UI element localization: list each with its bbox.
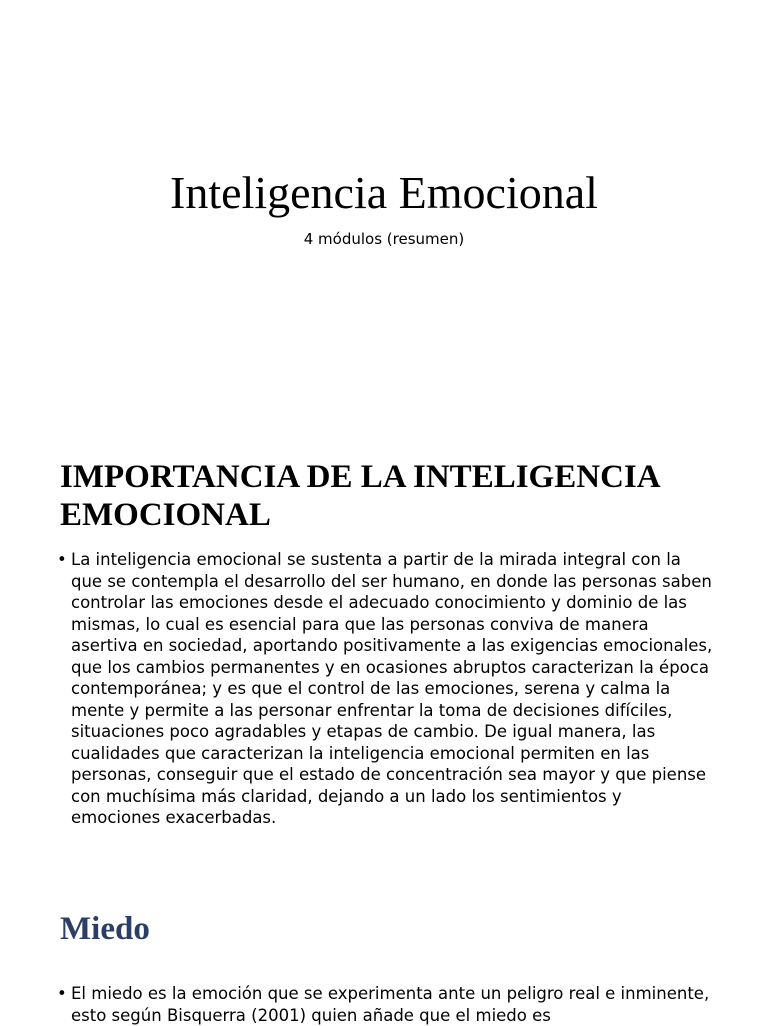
presentation-title: Inteligencia Emocional <box>170 167 598 218</box>
slide-miedo <box>0 862 768 1024</box>
section-heading-miedo: Miedo <box>60 911 150 947</box>
presentation-subtitle: 4 módulos (resumen) <box>303 230 465 248</box>
bullet-text: La inteligencia emocional se sustenta a partir de la mirada integral con la que se contempla el desarrollo del ser humano, en donde las personas saben controlar las emociones desde el adecuado conocimiento y dominio de las mismas, lo cual es esencial para que las personas conviva de manera asertiva en sociedad, aportando positivamente a las exigencias emocionales, que los cambios permanentes y en ocasiones abruptos caracterizan la época contemporánea; y es que el control de las emociones, serena y calma la mente y permite a las personar enfrentar la toma de decisiones difíciles, situaciones poco agradables y etapas de cambio. De igual manera, las cualidades que caracterizan la inteligencia emocional permiten en las personas, conseguir que el estado de concentración sea mayor y que piense con muchísima más claridad, dejando a un lado los sentimientos y emociones exacerbadas. <box>71 550 713 827</box>
slide-title <box>0 0 768 430</box>
bullet-dot-icon: • <box>57 550 67 569</box>
bullet-dot-icon: • <box>57 984 67 1003</box>
bullet-list-importancia <box>57 549 713 829</box>
bullet-item <box>57 983 713 1026</box>
bullet-item <box>57 549 713 829</box>
slide-importancia <box>0 430 768 862</box>
bullet-text: El miedo es la emoción que se experimenta ante un peligro real e inminente, esto según Bisquerra (2001) quien añade que el miedo es <box>71 984 710 1025</box>
bullet-list-miedo <box>57 983 713 1026</box>
section-heading-importancia: IMPORTANCIA DE LA INTELIGENCIA EMOCIONAL <box>60 459 659 533</box>
